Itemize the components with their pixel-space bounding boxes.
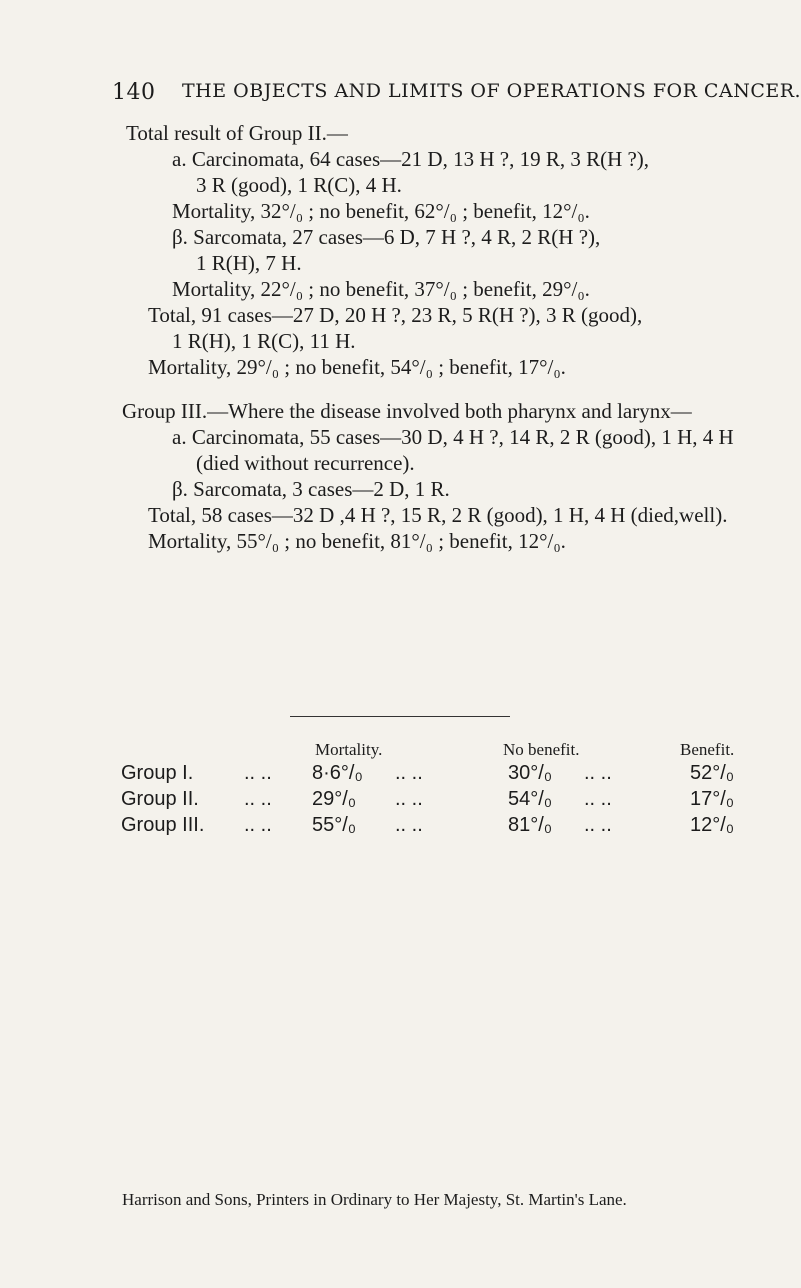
leader-dots: .. .. [244,814,272,836]
paragraph-line: 1 R(H), 1 R(C), 11 H. [172,329,356,353]
paragraph-line: a. Carcinomata, 64 cases—21 D, 13 H ?, 19 R, 3 R(H ?), [172,147,650,171]
paragraph-line: Total, 91 cases—27 D, 20 H ?, 23 R, 5 R(H ?), 3 R (good), [148,303,643,327]
table-row [0,762,801,788]
paragraph-line: Mortality, 29°/₀ ; no benefit, 54°/₀ ; benefit, 17°/₀. [148,355,566,379]
paragraph-line: Mortality, 22°/₀ ; no benefit, 37°/₀ ; benefit, 29°/₀. [172,277,590,301]
mortality-cell: 8·6°/₀ [312,762,363,784]
column-header-benefit: Benefit. [680,740,735,759]
paragraph-line: 1 R(H), 7 H. [196,251,302,275]
paragraph-line: β. Sarcomata, 3 cases—2 D, 1 R. [172,477,450,501]
benefit-cell: 12°/₀ [690,814,735,836]
no-benefit-cell: 30°/₀ [508,762,553,784]
paragraph-line: Mortality, 32°/₀ ; no benefit, 62°/₀ ; benefit, 12°/₀. [172,199,590,223]
mortality-cell: 55°/₀ [312,814,357,836]
row-label: Group II. [121,788,199,810]
leader-dots: .. .. [395,762,423,784]
table-row [0,788,801,814]
leader-dots: .. .. [395,814,423,836]
leader-dots: .. .. [395,788,423,810]
table-row [0,814,801,840]
leader-dots: .. .. [584,788,612,810]
leader-dots: .. .. [584,814,612,836]
paragraph-line: Total, 58 cases—32 D ,4 H ?, 15 R, 2 R (good), 1 H, 4 H (died,well). [148,503,728,527]
leader-dots: .. .. [584,762,612,784]
no-benefit-cell: 81°/₀ [508,814,553,836]
paragraph-line: 3 R (good), 1 R(C), 4 H. [196,173,402,197]
page-number: 140 [112,80,156,105]
benefit-cell: 52°/₀ [690,762,735,784]
column-header-no-benefit: No benefit. [503,740,580,759]
paragraph-line: Mortality, 55°/₀ ; no benefit, 81°/₀ ; benefit, 12°/₀. [148,529,566,553]
section-heading-line: Group III.—Where the disease involved both pharynx and larynx— [122,399,692,423]
column-header-mortality: Mortality. [315,740,383,759]
paragraph-line: (died without recurrence). [196,451,415,475]
benefit-cell: 17°/₀ [690,788,735,810]
leader-dots: .. .. [244,788,272,810]
table-top-rule [290,716,510,717]
row-label: Group III. [121,814,205,836]
mortality-cell: 29°/₀ [312,788,357,810]
no-benefit-cell: 54°/₀ [508,788,553,810]
printer-imprint: Harrison and Sons, Printers in Ordinary to Her Majesty, St. Martin's Lane. [122,1190,627,1209]
running-title: THE OBJECTS AND LIMITS OF OPERATIONS FOR CANCER. [182,80,801,102]
paragraph-line: β. Sarcomata, 27 cases—6 D, 7 H ?, 4 R, 2 R(H ?), [172,225,601,249]
paragraph-line: a. Carcinomata, 55 cases—30 D, 4 H ?, 14 R, 2 R (good), 1 H, 4 H [172,425,734,449]
row-label: Group I. [121,762,194,784]
paragraph-line: Total result of Group II.— [126,121,348,145]
leader-dots: .. .. [244,762,272,784]
